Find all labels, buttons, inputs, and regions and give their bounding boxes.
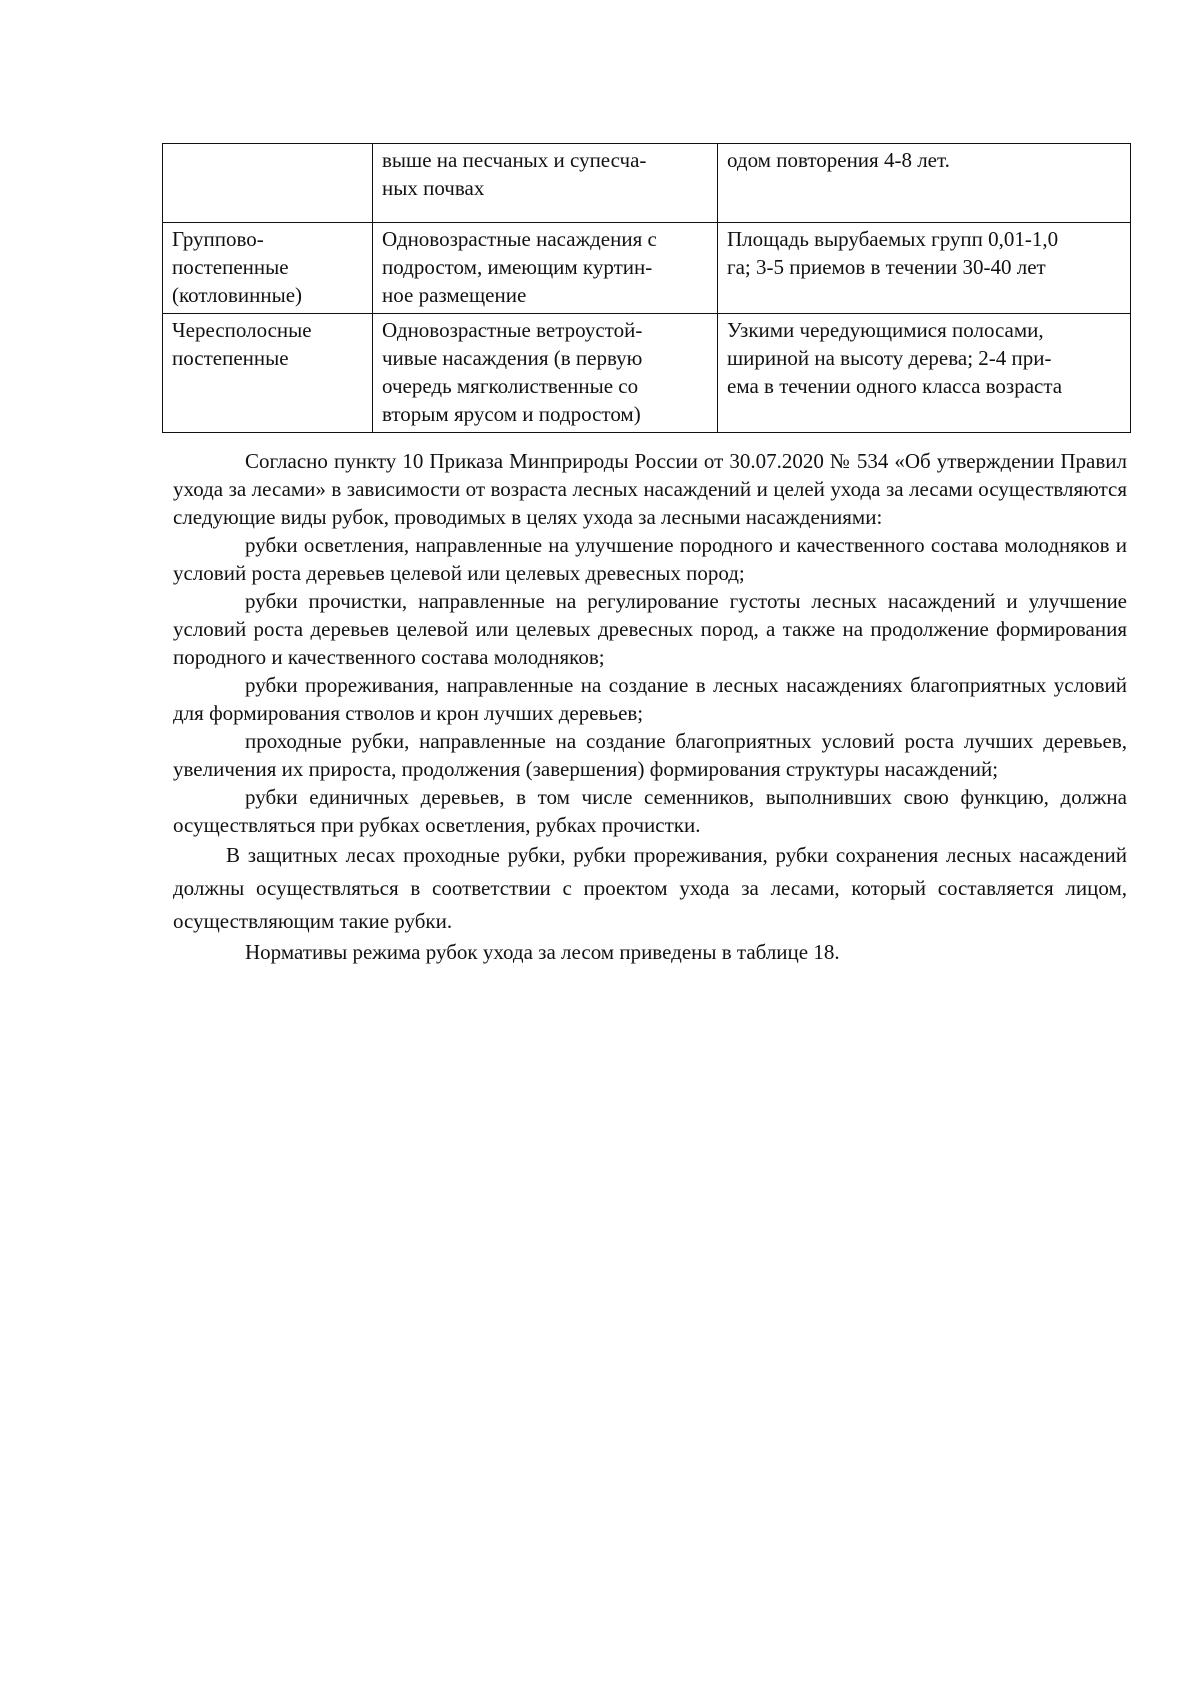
cutting-methods-table [162,143,1131,433]
list-item: рубки единичных деревьев, в том числе семенников, выполнивших свою функцию, должна осуществляться при рубках осветления, рубках прочистки. [173,785,1127,837]
table-cell-stands: Одновозрастные насаждения с подростом, имеющим куртин- ное размещение [373,223,718,314]
table-cell-method: Чересполосные постепенные [163,314,373,433]
table-row [163,144,1131,223]
protective-forests-paragraph: В защитных лесах проходные рубки, рубки прореживания, рубки сохранения лесных насаждений должны осуществляться в соответствии с проектом ухода за лесами, который составляется лицом, осуществляющим такие рубки. [173,843,1127,933]
list-item: рубки осветления, направленные на улучшение породного и качественного состава молодняков и условий роста деревьев целевой или целевых древесных пород; [173,533,1127,585]
list-item: рубки прочистки, направленные на регулирование густоты лесных насаждений и улучшение условий роста деревьев целевой или целевых древесных пород, а также на продолжение формирования породного и качественного состава молодняков; [173,589,1127,669]
table-row [163,223,1131,314]
table-cell-parameters: одом повторения 4-8 лет. [718,144,1131,223]
table-cell-stands: Одновозрастные ветроустой- чивые насаждения (в первую очередь мягколиственные со вторым ярусом и подростом) [373,314,718,433]
table-cell-method: Группово- постепенные (котловинные) [163,223,373,314]
body-text [173,447,1127,966]
intro-paragraph: Согласно пункту 10 Приказа Минприроды России от 30.07.2020 № 534 «Об утверждении Правил ухода за лесами» в зависимости от возраста лесных насаждений и целей ухода за лесами осуществляются следующие виды рубок, проводимых в целях ухода за лесными насаждениями: [173,449,1127,529]
list-item: рубки прореживания, направленные на создание в лесных насаждениях благоприятных условий для формирования стволов и крон лучших деревьев; [173,673,1127,725]
list-item: проходные рубки, направленные на создание благоприятных условий роста лучших деревьев, увеличения их прироста, продолжения (завершения) формирования структуры насаждений; [173,729,1127,781]
table-cell-parameters: Узкими чередующимися полосами, шириной на высоту дерева; 2-4 при- ема в течении одного класса возраста [718,314,1131,433]
table-row [163,314,1131,433]
table-cell-parameters: Площадь вырубаемых групп 0,01-1,0 га; 3-5 приемов в течении 30-40 лет [718,223,1131,314]
table-cell-stands: выше на песчаных и супесча- ных почвах [373,144,718,223]
norms-paragraph: Нормативы режима рубок ухода за лесом приведены в таблице 18. [245,940,840,964]
table-cell-method [163,144,373,223]
